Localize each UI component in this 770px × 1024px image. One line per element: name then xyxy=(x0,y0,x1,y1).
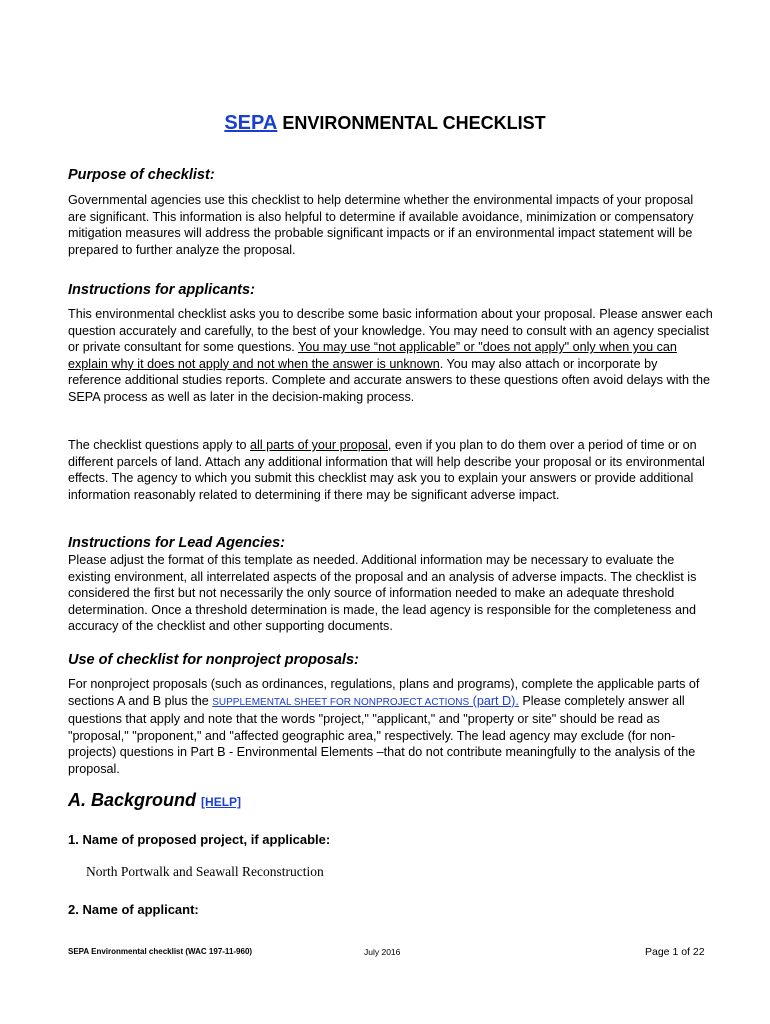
help-link[interactable]: [HELP] xyxy=(201,795,242,809)
footer-page-number: Page 1 of 22 xyxy=(645,946,705,958)
applicants-p1-start: This environmental checklist asks you to describe some basic information about your proposal. Please answer each question accurately and carefully, to the best of your knowledge. You may need to consult with an agency specialist or private consultant for some questions. xyxy=(68,307,713,354)
purpose-text: Governmental agencies use this checklist to help determine whether the environmental impacts of your proposal are significant. This information is also helpful to determine if available avoidance, minimization or compensatory mitigation measures will address the probable significant impacts or if an environmental impact statement will be prepared to further analyze the proposal. xyxy=(68,193,694,257)
section-a-title: A. Background xyxy=(68,790,197,810)
lead-agencies-text: Please adjust the format of this template as needed. Additional information may be necessary to evaluate the existing environment, all interrelated aspects of the proposal and an analysis of adverse impacts. The checklist is considered the first but not necessarily the only source of information needed to make an adequate threshold determination. Once a threshold determination is made, the lead agency is responsible for the completeness and accuracy of the checklist and other supporting documents. xyxy=(68,553,697,633)
applicants-p1-underlined: You may use “not applicable” or "does not apply" only when you can explain why it does not apply and not when the answer is unknown xyxy=(68,340,677,371)
part-d-link[interactable]: (part D). xyxy=(469,693,519,708)
supplemental-sheet-link[interactable]: SUPPLEMENTAL SHEET FOR NONPROJECT ACTIONS xyxy=(212,696,470,708)
applicants-p2-end: , even if you plan to do them over a period of time or on different parcels of land. Attach any additional information that will help describe your proposal or its environmental effects. The agency to which you submit this checklist may ask you to explain your answers or provide additional information reasonably related to determining if there may be significant adverse impact. xyxy=(68,438,705,502)
nonproject-text-start: For nonproject proposals (such as ordinances, regulations, plans and programs), complete the applicable parts of sections A and B plus the xyxy=(68,677,700,708)
purpose-heading: Purpose of checklist: xyxy=(68,167,215,183)
applicants-heading: Instructions for applicants: xyxy=(68,282,255,298)
nonproject-heading: Use of checklist for nonproject proposals: xyxy=(68,652,359,668)
footer-date: July 2016 xyxy=(364,947,401,957)
applicants-p1-end: . You may also attach or incorporate by reference additional studies reports. Complete and accurate answers to these questions often avoid delays with the SEPA process as well as later in the decision-making process. xyxy=(68,356,710,404)
question-2-label: 2. Name of applicant: xyxy=(68,902,199,917)
applicants-p2-underlined: all parts of your proposal xyxy=(250,438,388,452)
applicants-paragraph-1 xyxy=(68,306,713,405)
applicants-p2-start: The checklist questions apply to xyxy=(68,438,251,452)
footer-left: SEPA Environmental checklist (WAC 197-11-960) xyxy=(68,947,253,956)
question-1-label: 1. Name of proposed project, if applicable: xyxy=(68,832,331,847)
page-title xyxy=(0,112,770,135)
nonproject-text xyxy=(68,676,713,777)
sepa-link[interactable]: SEPA xyxy=(224,112,278,134)
lead-agencies-heading: Instructions for Lead Agencies: xyxy=(68,535,285,551)
applicants-paragraph-2 xyxy=(68,437,713,503)
section-a-heading xyxy=(68,790,241,811)
nonproject-text-end: Please completely answer all questions that apply and note that the words "project," "applicant," and "property or site" should be read as "proposal," "proponent," and "affected geographic area," respectively. The lead agency may exclude (for non-projects) questions in Part B - Environmental Elements –that do not contribute meaningfully to the analysis of the proposal. xyxy=(68,693,696,776)
question-1-answer[interactable]: North Portwalk and Seawall Reconstruction xyxy=(86,864,324,879)
title-text: ENVIRONMENTAL CHECKLIST xyxy=(277,113,546,133)
